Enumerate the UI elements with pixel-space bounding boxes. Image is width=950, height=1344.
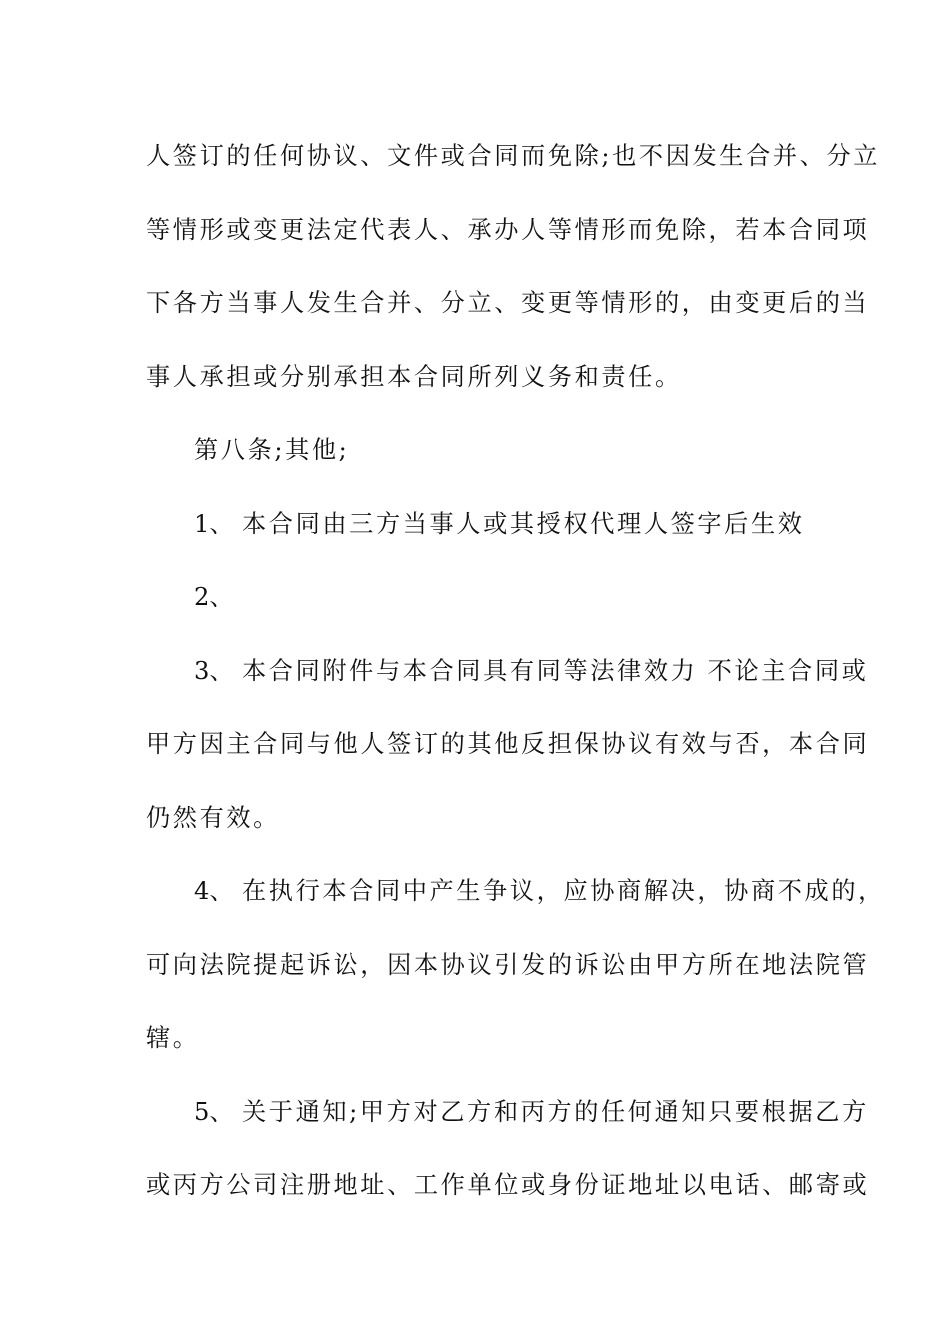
paragraph-line [146,941,870,1015]
paragraph-line [146,1014,826,1088]
clause-number: 4、 [194,877,234,905]
line-text: 事人承担或分别承担本合同所列义务和责任。 [146,362,682,391]
paragraph-line [146,132,881,206]
line-text: 等情形或变更法定代表人、承办人等情形而免除，若本合同项 [146,215,870,244]
line-text: 或丙方公司注册地址、工作单位或身份证地址以电话、邮寄或 [146,1171,870,1199]
paragraph-line [146,720,870,794]
line-text: 甲方因主合同与他人签订的其他反担保协议有效与否，本合同 [146,730,870,758]
paragraph-line [146,279,870,353]
clause-number: 2、 [194,583,234,611]
clause-4 [146,867,885,941]
clause-text: 在执行本合同中产生争议，应协商解决，协商不成的， [242,877,885,905]
clause-number: 5、 [194,1097,234,1126]
paragraph-line [146,353,826,427]
article-heading-text: 第八条;其他; [194,436,350,464]
clause-number: 1、 [194,509,234,538]
clause-2 [146,573,826,647]
clause-3 [146,647,869,721]
paragraph-line [146,206,870,280]
clause-text: 本合同附件与本合同具有同等法律效力 不论主合同或 [242,656,869,685]
clause-text: 关于通知;甲方对乙方和丙方的任何通知只要根据乙方 [242,1097,869,1126]
line-text: 仍然有效。 [146,803,280,832]
line-text: 辖。 [146,1024,200,1052]
clause-5 [146,1088,869,1162]
clause-1 [146,500,826,574]
document-body [146,132,885,1235]
paragraph-line [146,794,826,868]
line-text: 下各方当事人发生合并、分立、变更等情形的，由变更后的当 [146,289,870,317]
article-heading [146,426,826,500]
line-text: 人签订的任何协议、文件或合同而免除;也不因发生合并、分立 [146,142,881,170]
clause-number: 3、 [194,656,234,685]
line-text: 可向法院提起诉讼，因本协议引发的诉讼由甲方所在地法院管 [146,950,870,979]
paragraph-line [146,1161,870,1235]
clause-text: 本合同由三方当事人或其授权代理人签字后生效 [242,509,805,538]
